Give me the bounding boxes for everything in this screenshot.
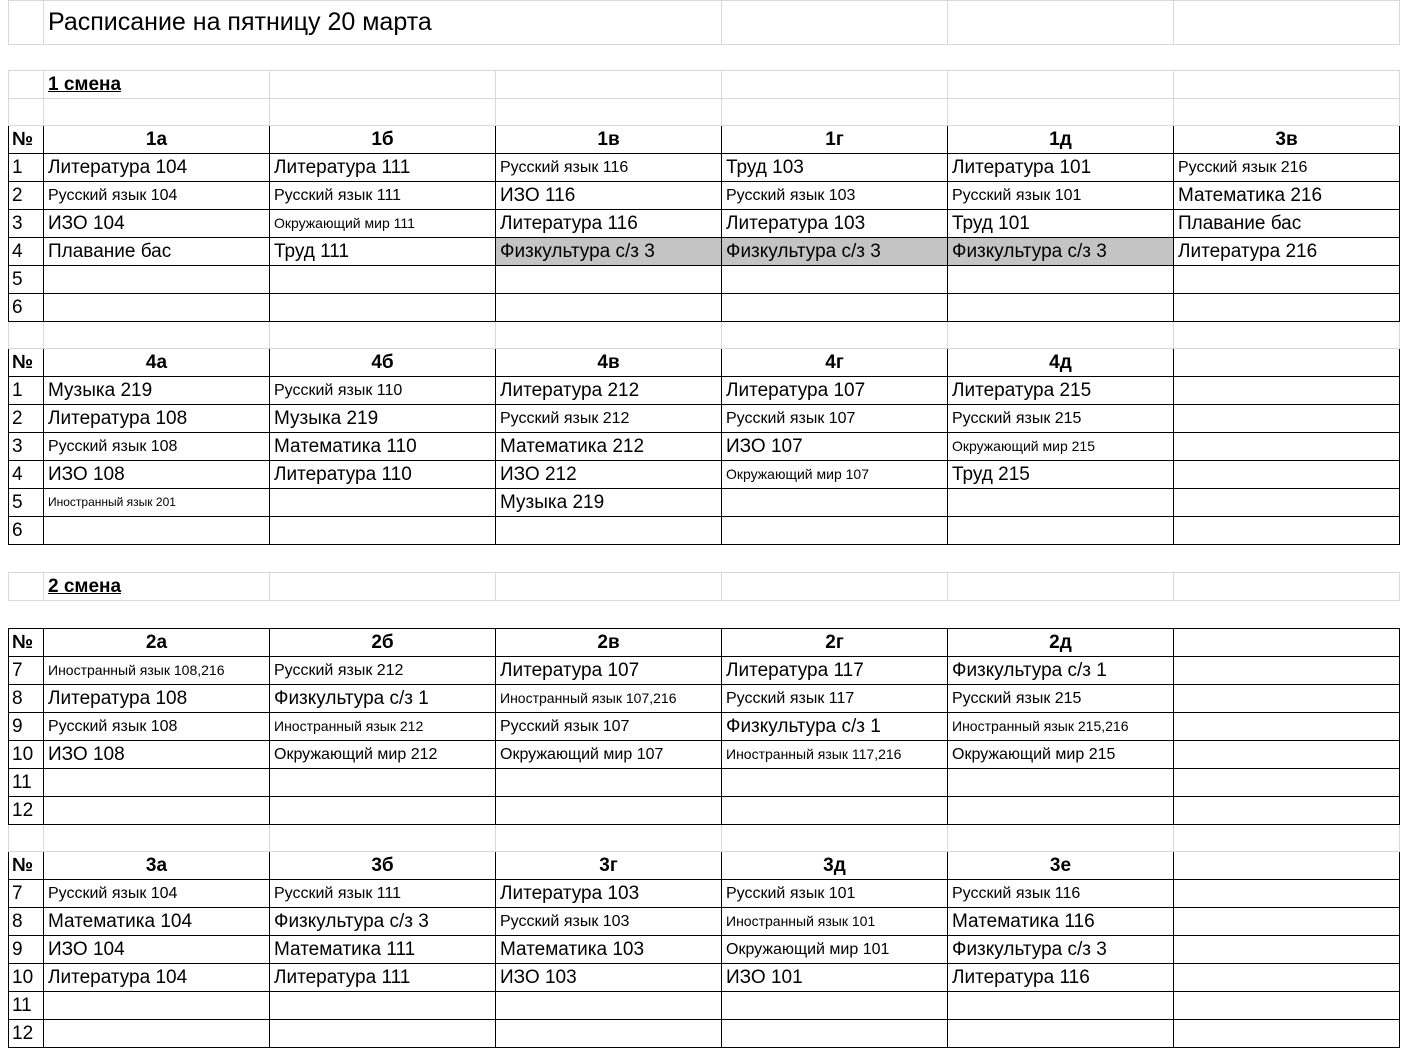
lesson-cell[interactable]: Литература 111 — [270, 154, 496, 182]
lesson-cell[interactable] — [44, 769, 270, 797]
lesson-cell[interactable]: Физкультура с/з 3 — [948, 238, 1174, 266]
shift-row — [9, 573, 1400, 601]
lesson-cell[interactable]: ИЗО 104 — [44, 936, 270, 964]
lesson-cell[interactable]: Окружающий мир 215 — [948, 741, 1174, 769]
class-header-row — [9, 126, 1400, 154]
cell[interactable] — [9, 573, 44, 601]
lesson-cell[interactable]: Русский язык 107 — [496, 713, 722, 741]
lesson-cell[interactable] — [948, 517, 1174, 545]
lesson-row — [9, 433, 1400, 461]
lesson-cell[interactable]: Русский язык 111 — [270, 880, 496, 908]
shift-row — [9, 71, 1400, 99]
lesson-cell[interactable] — [270, 1020, 496, 1048]
lesson-cell[interactable]: Окружающий мир 107 — [496, 741, 722, 769]
lesson-cell[interactable]: Русский язык 110 — [270, 377, 496, 405]
lesson-row — [9, 992, 1400, 1020]
lesson-cell[interactable]: Окружающий мир 101 — [722, 936, 948, 964]
lesson-cell[interactable]: Литература 108 — [44, 685, 270, 713]
lesson-cell[interactable]: Русский язык 215 — [948, 685, 1174, 713]
lesson-cell[interactable]: Русский язык 103 — [722, 182, 948, 210]
lesson-number[interactable]: 12 — [9, 1020, 44, 1048]
lesson-number[interactable]: 11 — [9, 769, 44, 797]
lesson-cell[interactable] — [1174, 741, 1400, 769]
class-header[interactable] — [1174, 349, 1400, 377]
lesson-cell[interactable]: Музыка 219 — [44, 377, 270, 405]
page-title: Расписание на пятницу 20 марта — [44, 1, 722, 45]
class-header[interactable]: 2д — [948, 629, 1174, 657]
lesson-cell[interactable]: Физкультура с/з 3 — [948, 936, 1174, 964]
lesson-cell[interactable]: Русский язык 212 — [496, 405, 722, 433]
lesson-cell[interactable]: Труд 111 — [270, 238, 496, 266]
cell[interactable] — [44, 99, 270, 126]
lesson-cell[interactable] — [948, 266, 1174, 294]
class-header[interactable] — [1174, 852, 1400, 880]
lesson-row — [9, 797, 1400, 825]
lesson-cell[interactable]: Литература 104 — [44, 964, 270, 992]
lesson-cell[interactable]: Музыка 219 — [270, 405, 496, 433]
class-header[interactable]: 2а — [44, 629, 270, 657]
lesson-number[interactable]: 4 — [9, 461, 44, 489]
lesson-cell[interactable]: Русский язык 103 — [496, 908, 722, 936]
lesson-cell[interactable]: Физкультура с/з 1 — [270, 685, 496, 713]
cell[interactable] — [1174, 71, 1400, 99]
blank-row — [9, 99, 1400, 126]
lesson-number[interactable]: 6 — [9, 517, 44, 545]
lesson-row — [9, 713, 1400, 741]
lesson-cell[interactable]: Физкультура с/з 1 — [948, 657, 1174, 685]
lesson-number[interactable]: 7 — [9, 657, 44, 685]
lesson-cell[interactable]: Русский язык 108 — [44, 433, 270, 461]
lesson-cell[interactable] — [722, 797, 948, 825]
class-header[interactable]: 1б — [270, 126, 496, 154]
lesson-cell[interactable] — [496, 1020, 722, 1048]
lesson-row — [9, 1020, 1400, 1048]
lesson-cell[interactable]: Литература 110 — [270, 461, 496, 489]
cell[interactable] — [496, 99, 722, 126]
lesson-cell[interactable]: Физкультура с/з 1 — [722, 713, 948, 741]
lesson-cell[interactable] — [1174, 797, 1400, 825]
class-header[interactable]: 4г — [722, 349, 948, 377]
cell[interactable] — [9, 322, 44, 349]
class-header-row — [9, 629, 1400, 657]
cell[interactable] — [496, 573, 722, 601]
schedule-sheet — [8, 0, 1400, 1048]
lesson-number[interactable]: 5 — [9, 489, 44, 517]
class-header[interactable]: 2г — [722, 629, 948, 657]
cell[interactable] — [948, 322, 1174, 349]
lesson-cell[interactable]: Русский язык 117 — [722, 685, 948, 713]
lesson-cell[interactable]: Физкультура с/з 3 — [722, 238, 948, 266]
class-header[interactable]: 3б — [270, 852, 496, 880]
lesson-cell[interactable]: Математика 212 — [496, 433, 722, 461]
class-header[interactable]: 1г — [722, 126, 948, 154]
cell[interactable] — [9, 825, 44, 852]
lesson-cell[interactable] — [722, 769, 948, 797]
lesson-cell[interactable]: Русский язык 104 — [44, 880, 270, 908]
lesson-cell[interactable]: ИЗО 116 — [496, 182, 722, 210]
lesson-cell[interactable]: Литература 116 — [496, 210, 722, 238]
lesson-row — [9, 461, 1400, 489]
lesson-row — [9, 294, 1400, 322]
class-header-row — [9, 852, 1400, 880]
lesson-cell[interactable]: Литература 101 — [948, 154, 1174, 182]
lesson-cell[interactable]: Окружающий мир 215 — [948, 433, 1174, 461]
lesson-cell[interactable] — [722, 294, 948, 322]
cell[interactable] — [948, 71, 1174, 99]
cell[interactable] — [948, 825, 1174, 852]
lesson-cell[interactable]: Математика 104 — [44, 908, 270, 936]
lesson-cell[interactable] — [270, 517, 496, 545]
lesson-cell[interactable]: Литература 216 — [1174, 238, 1400, 266]
lesson-row — [9, 377, 1400, 405]
cell[interactable] — [1174, 322, 1400, 349]
cell[interactable] — [44, 322, 270, 349]
cell[interactable] — [722, 71, 948, 99]
lesson-number[interactable]: 7 — [9, 880, 44, 908]
lesson-number[interactable]: 1 — [9, 154, 44, 182]
lesson-cell[interactable]: Литература 108 — [44, 405, 270, 433]
lesson-cell[interactable]: Математика 116 — [948, 908, 1174, 936]
lesson-cell[interactable]: Окружающий мир 111 — [270, 210, 496, 238]
cell[interactable] — [9, 71, 44, 99]
class-header[interactable]: 1д — [948, 126, 1174, 154]
lesson-cell[interactable] — [496, 769, 722, 797]
lesson-cell[interactable]: Литература 215 — [948, 377, 1174, 405]
lesson-cell[interactable] — [948, 1020, 1174, 1048]
lesson-cell[interactable] — [1174, 517, 1400, 545]
cell[interactable] — [270, 71, 496, 99]
lesson-cell[interactable] — [948, 797, 1174, 825]
lesson-number[interactable]: 10 — [9, 964, 44, 992]
lesson-cell[interactable] — [496, 266, 722, 294]
cell[interactable] — [270, 322, 496, 349]
cell[interactable] — [948, 1, 1174, 45]
class-header-row — [9, 349, 1400, 377]
lesson-cell[interactable]: Литература 107 — [496, 657, 722, 685]
lesson-cell[interactable]: Русский язык 215 — [948, 405, 1174, 433]
lesson-cell[interactable]: Труд 101 — [948, 210, 1174, 238]
lesson-row — [9, 908, 1400, 936]
lesson-cell[interactable] — [44, 517, 270, 545]
lesson-cell[interactable]: Русский язык 101 — [948, 182, 1174, 210]
lesson-row — [9, 741, 1400, 769]
lesson-number[interactable]: 6 — [9, 294, 44, 322]
lesson-cell[interactable] — [1174, 377, 1400, 405]
cell[interactable] — [270, 825, 496, 852]
lesson-cell[interactable] — [44, 1020, 270, 1048]
lesson-cell[interactable]: Русский язык 212 — [270, 657, 496, 685]
lesson-cell[interactable]: Физкультура с/з 3 — [496, 238, 722, 266]
lesson-cell[interactable]: ИЗО 104 — [44, 210, 270, 238]
class-header[interactable]: 1в — [496, 126, 722, 154]
lesson-number[interactable]: 10 — [9, 741, 44, 769]
class-header[interactable]: 4д — [948, 349, 1174, 377]
title-row — [9, 1, 1400, 45]
lesson-cell[interactable] — [44, 992, 270, 1020]
lesson-cell[interactable]: Иностранный язык 117,216 — [722, 741, 948, 769]
cell[interactable] — [1174, 1, 1400, 45]
lesson-cell[interactable]: Иностранный язык 201 — [44, 489, 270, 517]
lesson-row — [9, 210, 1400, 238]
lesson-row — [9, 182, 1400, 210]
lesson-cell[interactable] — [722, 1020, 948, 1048]
lesson-cell[interactable]: Литература 104 — [44, 154, 270, 182]
lesson-number[interactable]: 12 — [9, 797, 44, 825]
lesson-cell[interactable]: Труд 103 — [722, 154, 948, 182]
lesson-cell[interactable]: Музыка 219 — [496, 489, 722, 517]
spacer-row — [9, 545, 1400, 573]
lesson-number[interactable]: 8 — [9, 685, 44, 713]
lesson-number[interactable]: 3 — [9, 433, 44, 461]
lesson-row — [9, 238, 1400, 266]
lesson-cell[interactable] — [1174, 908, 1400, 936]
cell[interactable] — [722, 322, 948, 349]
lesson-cell[interactable]: Русский язык 116 — [948, 880, 1174, 908]
lesson-number[interactable]: 11 — [9, 992, 44, 1020]
lesson-number[interactable]: 3 — [9, 210, 44, 238]
lesson-cell[interactable]: Математика 103 — [496, 936, 722, 964]
lesson-cell[interactable]: Математика 216 — [1174, 182, 1400, 210]
lesson-row — [9, 880, 1400, 908]
class-header[interactable]: 3в — [1174, 126, 1400, 154]
lesson-cell[interactable]: Русский язык 108 — [44, 713, 270, 741]
lesson-cell[interactable]: Иностранный язык 107,216 — [496, 685, 722, 713]
lesson-cell[interactable]: Физкультура с/з 3 — [270, 908, 496, 936]
lesson-cell[interactable] — [722, 517, 948, 545]
cell[interactable] — [1174, 825, 1400, 852]
lesson-number[interactable]: 1 — [9, 377, 44, 405]
lesson-cell[interactable]: Литература 103 — [496, 880, 722, 908]
cell[interactable] — [1174, 99, 1400, 126]
lesson-cell[interactable] — [1174, 936, 1400, 964]
lesson-cell[interactable] — [270, 769, 496, 797]
lesson-cell[interactable] — [496, 517, 722, 545]
lesson-cell[interactable] — [496, 992, 722, 1020]
blank-row — [9, 825, 1400, 852]
lesson-cell[interactable] — [44, 266, 270, 294]
lesson-cell[interactable] — [722, 489, 948, 517]
cell[interactable] — [722, 99, 948, 126]
class-header[interactable]: 4а — [44, 349, 270, 377]
cell[interactable] — [270, 99, 496, 126]
lesson-cell[interactable]: Плавание бас — [44, 238, 270, 266]
cell[interactable] — [948, 573, 1174, 601]
lesson-cell[interactable] — [270, 992, 496, 1020]
lesson-cell[interactable] — [270, 266, 496, 294]
lesson-row — [9, 489, 1400, 517]
class-header[interactable]: 3е — [948, 852, 1174, 880]
lesson-cell[interactable] — [1174, 1020, 1400, 1048]
lesson-number[interactable]: 8 — [9, 908, 44, 936]
lesson-cell[interactable]: Иностранный язык 212 — [270, 713, 496, 741]
lesson-cell[interactable] — [948, 769, 1174, 797]
lesson-row — [9, 154, 1400, 182]
lesson-cell[interactable]: Литература 111 — [270, 964, 496, 992]
lesson-cell[interactable]: ИЗО 212 — [496, 461, 722, 489]
lesson-row — [9, 964, 1400, 992]
lesson-cell[interactable] — [1174, 713, 1400, 741]
lesson-cell[interactable] — [1174, 266, 1400, 294]
lesson-cell[interactable]: Русский язык 216 — [1174, 154, 1400, 182]
lesson-cell[interactable] — [270, 797, 496, 825]
lesson-cell[interactable]: Литература 117 — [722, 657, 948, 685]
class-header[interactable]: 3д — [722, 852, 948, 880]
lesson-cell[interactable]: Окружающий мир 107 — [722, 461, 948, 489]
spacer-row — [9, 601, 1400, 629]
lesson-cell[interactable]: Русский язык 116 — [496, 154, 722, 182]
lesson-cell[interactable]: ИЗО 107 — [722, 433, 948, 461]
lesson-cell[interactable] — [1174, 433, 1400, 461]
lesson-cell[interactable] — [1174, 294, 1400, 322]
shift-1-label: 1 смена — [44, 71, 270, 99]
lesson-row — [9, 657, 1400, 685]
lesson-number[interactable]: 2 — [9, 182, 44, 210]
lesson-cell[interactable]: ИЗО 103 — [496, 964, 722, 992]
lesson-cell[interactable] — [270, 294, 496, 322]
lesson-cell[interactable]: Математика 111 — [270, 936, 496, 964]
lesson-cell[interactable] — [1174, 405, 1400, 433]
lesson-cell[interactable]: Иностранный язык 101 — [722, 908, 948, 936]
cell[interactable] — [722, 1, 948, 45]
lesson-number[interactable]: 4 — [9, 238, 44, 266]
class-header[interactable]: 2в — [496, 629, 722, 657]
lesson-cell[interactable] — [1174, 657, 1400, 685]
lesson-cell[interactable] — [44, 294, 270, 322]
lesson-cell[interactable]: ИЗО 108 — [44, 461, 270, 489]
lesson-cell[interactable]: Литература 212 — [496, 377, 722, 405]
lesson-row — [9, 266, 1400, 294]
lesson-cell[interactable] — [722, 266, 948, 294]
lesson-number[interactable]: 2 — [9, 405, 44, 433]
lesson-cell[interactable]: Русский язык 111 — [270, 182, 496, 210]
lesson-cell[interactable] — [1174, 964, 1400, 992]
lesson-cell[interactable] — [1174, 769, 1400, 797]
cell[interactable] — [270, 573, 496, 601]
lesson-row — [9, 685, 1400, 713]
lesson-number-header[interactable]: № — [9, 852, 44, 880]
lesson-number-header[interactable]: № — [9, 349, 44, 377]
lesson-cell[interactable]: Окружающий мир 212 — [270, 741, 496, 769]
lesson-number[interactable]: 9 — [9, 936, 44, 964]
cell[interactable] — [9, 1, 44, 45]
lesson-cell[interactable]: Математика 110 — [270, 433, 496, 461]
lesson-row — [9, 936, 1400, 964]
lesson-cell[interactable]: Русский язык 101 — [722, 880, 948, 908]
lesson-cell[interactable]: Литература 103 — [722, 210, 948, 238]
class-header[interactable]: 4б — [270, 349, 496, 377]
lesson-cell[interactable]: Плавание бас — [1174, 210, 1400, 238]
lesson-cell[interactable]: ИЗО 101 — [722, 964, 948, 992]
lesson-cell[interactable]: ИЗО 108 — [44, 741, 270, 769]
class-header[interactable] — [1174, 629, 1400, 657]
lesson-cell[interactable]: Русский язык 107 — [722, 405, 948, 433]
lesson-cell[interactable] — [270, 489, 496, 517]
class-header[interactable]: 4в — [496, 349, 722, 377]
cell[interactable] — [44, 825, 270, 852]
lesson-cell[interactable] — [1174, 992, 1400, 1020]
cell[interactable] — [496, 71, 722, 99]
lesson-cell[interactable] — [1174, 461, 1400, 489]
cell[interactable] — [496, 322, 722, 349]
class-header[interactable]: 2б — [270, 629, 496, 657]
class-header[interactable]: 3г — [496, 852, 722, 880]
schedule-grid — [8, 0, 1400, 1048]
cell[interactable] — [722, 825, 948, 852]
lesson-cell[interactable]: Литература 107 — [722, 377, 948, 405]
spacer-row — [9, 45, 1400, 71]
lesson-cell[interactable] — [496, 294, 722, 322]
cell[interactable] — [722, 573, 948, 601]
lesson-cell[interactable] — [496, 797, 722, 825]
lesson-cell[interactable] — [948, 294, 1174, 322]
lesson-row — [9, 769, 1400, 797]
lesson-cell[interactable]: Литература 116 — [948, 964, 1174, 992]
lesson-number-header[interactable]: № — [9, 126, 44, 154]
lesson-row — [9, 517, 1400, 545]
lesson-cell[interactable] — [1174, 880, 1400, 908]
lesson-cell[interactable]: Иностранный язык 108,216 — [44, 657, 270, 685]
cell[interactable] — [496, 825, 722, 852]
class-header[interactable]: 3а — [44, 852, 270, 880]
cell[interactable] — [1174, 573, 1400, 601]
lesson-cell[interactable]: Русский язык 104 — [44, 182, 270, 210]
lesson-row — [9, 405, 1400, 433]
shift-2-label: 2 смена — [44, 573, 270, 601]
blank-row — [9, 322, 1400, 349]
class-header[interactable]: 1а — [44, 126, 270, 154]
lesson-cell[interactable] — [1174, 685, 1400, 713]
cell[interactable] — [948, 99, 1174, 126]
lesson-number-header[interactable]: № — [9, 629, 44, 657]
lesson-cell[interactable]: Труд 215 — [948, 461, 1174, 489]
lesson-number[interactable]: 5 — [9, 266, 44, 294]
cell[interactable] — [9, 99, 44, 126]
lesson-cell[interactable] — [722, 992, 948, 1020]
lesson-cell[interactable]: Иностранный язык 215,216 — [948, 713, 1174, 741]
lesson-cell[interactable] — [1174, 489, 1400, 517]
lesson-cell[interactable] — [948, 992, 1174, 1020]
lesson-cell[interactable] — [44, 797, 270, 825]
lesson-number[interactable]: 9 — [9, 713, 44, 741]
lesson-cell[interactable] — [948, 489, 1174, 517]
